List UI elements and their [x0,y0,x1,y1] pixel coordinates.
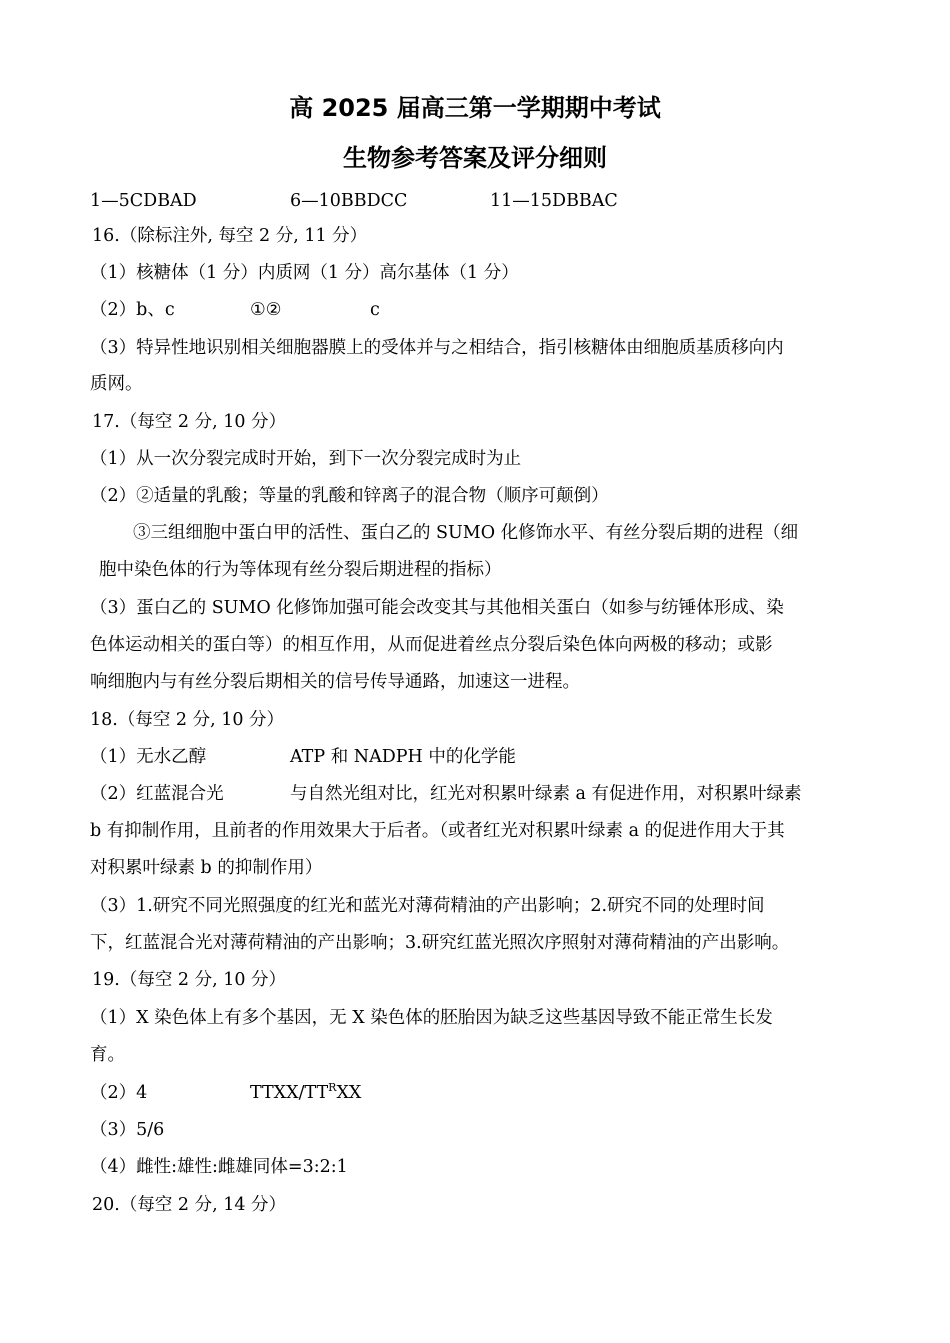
q19-answer-2: （2）4 [90,1083,148,1103]
q17-answer-3-line-2: 色体运动相关的蛋白等）的相互作用，从而促进着丝点分裂后染色体向两极的移动；或影 [90,635,773,655]
q19-answer-1-line-2: 育。 [90,1045,125,1065]
mc-answers-1-5: 1—5CDBAD [90,191,197,211]
q17-answer-3-line-3: 响细胞内与有丝分裂后期相关的信号传导通路，加速这一进程。 [90,672,580,692]
q18-answer-2-blank-2: 与自然光组对比，红光对积累叶绿素 a 有促进作用，对积累叶绿素 [290,784,802,804]
q16-answer-3-line-1: （3）特异性地识别相关细胞器膜上的受体并与之相结合，指引核糖体由细胞质基质移向内 [90,338,784,358]
q17-answer-2: （2）②适量的乳酸；等量的乳酸和锌离子的混合物（顺序可颠倒） [90,486,609,506]
q18-answer-1-blank-2: ATP 和 NADPH 中的化学能 [290,747,516,767]
q18-heading: 18.（每空 2 分, 10 分） [90,710,285,730]
q16-heading: 16.（除标注外, 每空 2 分, 11 分） [92,226,368,246]
page-title: 高 2025 届高三第一学期期中考试 [289,94,661,122]
genotype-superscript: R [328,1081,337,1094]
mc-answers-11-15: 11—15DBBAC [490,191,618,211]
genotype-part-2: XX [336,1083,362,1103]
q18-answer-2: （2）红蓝混合光 [90,784,224,804]
q19-answer-2-genotype [250,1081,362,1103]
q17-answer-2b-line-2: 胞中染色体的行为等体现有丝分裂后期进程的指标） [99,560,502,580]
q16-answer-3-line-2: 质网。 [90,374,143,394]
q17-heading: 17.（每空 2 分, 10 分） [92,412,287,432]
q16-answer-2-blank-2: ①② [250,300,282,320]
q19-answer-1-line-1: （1）X 染色体上有多个基因，无 X 染色体的胚胎因为缺乏这些基因导致不能正常生长发 [90,1008,773,1028]
q18-answer-3-line-1: （3）1.研究不同光照强度的红光和蓝光对薄荷精油的产出影响；2.研究不同的处理时间 [90,896,765,916]
q19-heading: 19.（每空 2 分, 10 分） [92,970,287,990]
q18-answer-2-line-3: 对积累叶绿素 b 的抑制作用） [90,858,323,878]
page-subtitle: 生物参考答案及评分细则 [343,144,607,172]
q17-answer-3-line-1: （3）蛋白乙的 SUMO 化修饰加强可能会改变其与其他相关蛋白（如参与纺锤体形成、染 [90,598,784,618]
q17-answer-2b-line-1: ③三组细胞中蛋白甲的活性、蛋白乙的 SUMO 化修饰水平、有丝分裂后期的进程（细 [133,523,799,543]
q19-answer-3: （3）5/6 [90,1120,165,1140]
q19-answer-4: （4）雌性:雄性:雌雄同体=3:2:1 [90,1157,348,1177]
q18-answer-1: （1）无水乙醇 [90,747,207,767]
q16-answer-2: （2）b、c [90,300,175,320]
q18-answer-2-line-2: b 有抑制作用，且前者的作用效果大于后者。（或者红光对积累叶绿素 a 的促进作用大于其 [90,821,785,841]
q17-answer-1: （1）从一次分裂完成时开始，到下一次分裂完成时为止 [90,449,522,469]
q16-answer-1: （1）核糖体（1 分）内质网（1 分）高尔基体（1 分） [90,263,519,283]
mc-answers-6-10: 6—10BBDCC [290,191,408,211]
q20-heading: 20.（每空 2 分, 14 分） [92,1195,287,1215]
q18-answer-3-line-2: 下，红蓝混合光对薄荷精油的产出影响；3.研究红蓝光照次序照射对薄荷精油的产出影响。 [90,933,790,953]
q16-answer-2-blank-3: c [370,300,380,320]
genotype-part-1: TTXX/TT [250,1083,329,1103]
